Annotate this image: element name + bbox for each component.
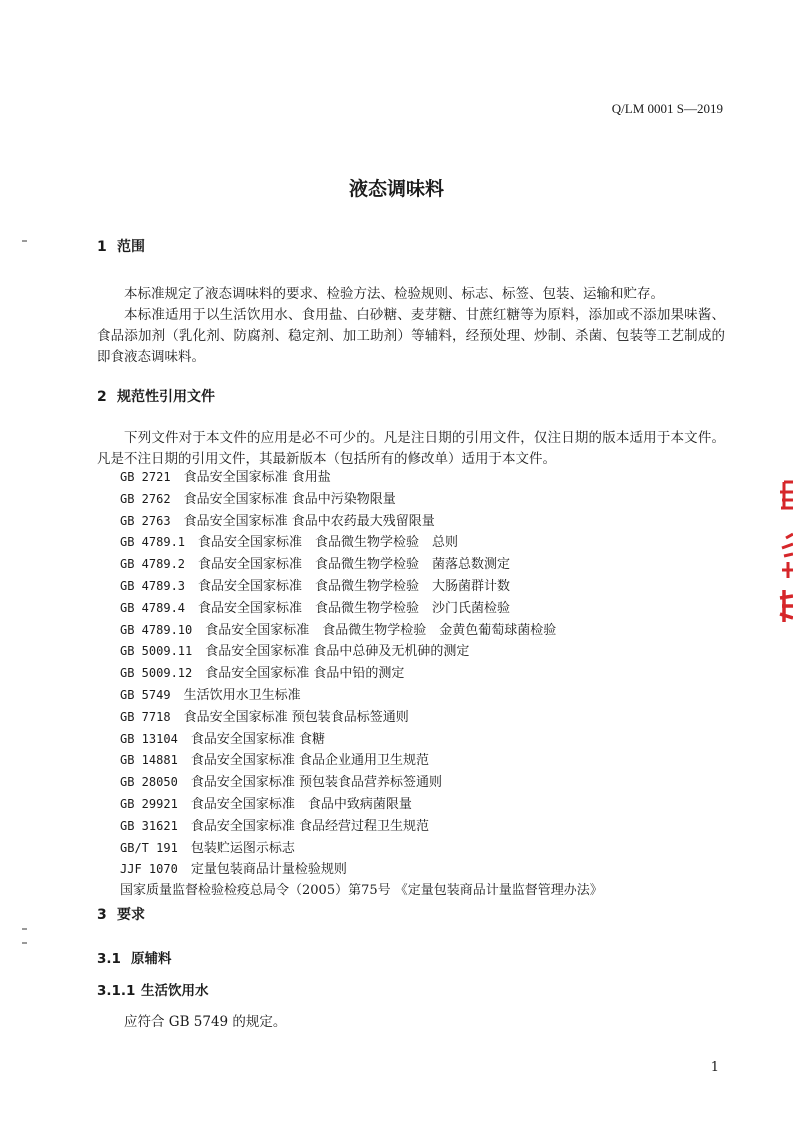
reference-code: GB 5009.11: [120, 644, 193, 659]
reference-item: [120, 554, 603, 576]
reference-title: 食品安全国家标准 食品中总砷及无机砷的测定: [205, 644, 470, 660]
reference-title: 食品安全国家标准 食品经营过程卫生规范: [190, 818, 429, 834]
section-2-heading: [97, 386, 215, 406]
reference-item: [120, 772, 603, 794]
reference-title: 食品安全国家标准 食品微生物学检验 菌落总数测定: [198, 557, 511, 573]
reference-item: [120, 816, 603, 838]
reference-title: 食品安全国家标准 食品微生物学检验 金黄色葡萄球菌检验: [205, 622, 557, 638]
reference-code: GB 2762: [120, 491, 171, 506]
reference-item: [120, 707, 603, 729]
reference-item: [120, 663, 603, 685]
reference-title: 定量包装商品计量检验规则: [190, 862, 347, 878]
reference-code: GB 29921: [120, 796, 178, 811]
section-3-1-number: 3.1: [97, 951, 121, 967]
seal-stroke-3: [780, 590, 793, 622]
reference-title: 食品安全国家标准 食品微生物学检验 总则: [198, 535, 459, 551]
seal-stroke-2: [782, 534, 793, 578]
section-1-title: 范围: [117, 239, 145, 255]
page-number: 1: [710, 1060, 719, 1075]
reference-item: [120, 598, 603, 620]
standard-code: Q/LM 0001 S—2019: [611, 101, 723, 116]
reference-code: GB 4789.2: [120, 557, 186, 572]
reference-item: [120, 576, 603, 598]
section-2-title: 规范性引用文件: [117, 389, 215, 405]
reference-title: 食品安全国家标准 食品中致病菌限量: [190, 796, 412, 812]
section-1-number: 1: [97, 239, 107, 255]
scan-mark: [22, 928, 27, 930]
reference-item: [120, 532, 603, 554]
reference-code: GB 4789.4: [120, 600, 186, 615]
section-3-1-1-text: 应符合 GB 5749 的规定。: [124, 1014, 287, 1030]
reference-code: GB 4789.3: [120, 578, 186, 593]
document-title: 液态调味料: [348, 178, 444, 200]
reference-title: 国家质量监督检验检疫总局令（2005）第75号 《定量包装商品计量监督管理办法》: [120, 883, 603, 899]
section-3-1-title: 原辅料: [131, 951, 172, 967]
reference-code: GB 7718: [120, 709, 171, 724]
section-3-1-1-heading: [97, 979, 209, 999]
section-3-1-1-title: 生活饮用水: [141, 983, 209, 999]
reference-item: [120, 685, 603, 707]
reference-title: 包装贮运图示标志: [190, 840, 295, 856]
reference-code: GB 31621: [120, 818, 178, 833]
reference-code: GB 2763: [120, 513, 171, 528]
section-1-heading: [97, 236, 145, 256]
reference-title: 食品安全国家标准 食糖: [190, 731, 325, 747]
scan-mark: [22, 942, 27, 944]
reference-item: [120, 838, 603, 860]
seal-stroke-1: [780, 482, 793, 508]
reference-item: [120, 859, 603, 881]
reference-code: GB/T 191: [120, 840, 178, 855]
section-3-1-1-body: [97, 1012, 725, 1033]
reference-list: [120, 467, 603, 902]
reference-code: GB 5009.12: [120, 666, 193, 681]
reference-title: 食品安全国家标准 食用盐: [183, 470, 331, 485]
reference-code: JJF 1070: [120, 862, 178, 877]
section-3-number: 3: [97, 907, 107, 923]
reference-item: [120, 620, 603, 642]
reference-code: GB 13104: [120, 731, 178, 746]
reference-item: [120, 489, 603, 511]
company-seal-fragment: [768, 478, 793, 638]
scan-mark: [22, 240, 27, 242]
reference-code: GB 2721: [120, 470, 171, 484]
section-3-1-1-number: 3.1.1: [97, 983, 136, 999]
refs-intro-text: 下列文件对于本文件的应用是必不可少的。凡是注日期的引用文件，仅注日期的版本适用于本文件。凡是不注日期的引用文件，其最新版本（包括所有的修改单）适用于本文件。: [97, 430, 725, 467]
scope-paragraphs: [97, 284, 725, 368]
section-3-1-heading: [97, 947, 172, 967]
scope-paragraph-1: 本标准规定了液态调味料的要求、检验方法、检验规则、标志、标签、包装、运输和贮存。: [124, 286, 664, 302]
section-3-heading: [97, 904, 145, 924]
reference-item: [120, 750, 603, 772]
reference-title: 食品安全国家标准 食品中农药最大残留限量: [183, 513, 435, 529]
section-3-title: 要求: [117, 907, 145, 923]
reference-title: 食品安全国家标准 预包装食品营养标签通则: [190, 775, 442, 791]
reference-code: GB 28050: [120, 775, 178, 790]
scope-paragraph-2: 本标准适用于以生活饮用水、食用盐、白砂糖、麦芽糖、甘蔗红糖等为原料，添加或不添加果味酱、食品添加剂（乳化剂、防腐剂、稳定剂、加工助剂）等辅料，经预处理、炒制、杀菌、包装等工艺制成的即食液态调味料。: [97, 307, 725, 365]
reference-item: [120, 641, 603, 663]
reference-item: [120, 881, 603, 902]
reference-item: [120, 467, 603, 489]
reference-title: 生活饮用水卫生标准: [183, 687, 301, 703]
reference-title: 食品安全国家标准 食品中污染物限量: [183, 491, 396, 507]
section-2-number: 2: [97, 389, 107, 405]
reference-title: 食品安全国家标准 食品企业通用卫生规范: [190, 753, 429, 769]
reference-title: 食品安全国家标准 食品微生物学检验 大肠菌群计数: [198, 578, 511, 594]
reference-title: 食品安全国家标准 食品微生物学检验 沙门氏菌检验: [198, 600, 511, 616]
reference-code: GB 14881: [120, 753, 178, 768]
reference-code: GB 4789.10: [120, 622, 193, 637]
reference-item: [120, 729, 603, 751]
reference-item: [120, 794, 603, 816]
reference-code: GB 4789.1: [120, 535, 186, 550]
reference-title: 食品安全国家标准 食品中铅的测定: [205, 666, 405, 682]
reference-item: [120, 511, 603, 533]
refs-intro: [97, 428, 725, 470]
reference-code: GB 5749: [120, 687, 171, 702]
reference-title: 食品安全国家标准 预包装食品标签通则: [183, 709, 409, 725]
